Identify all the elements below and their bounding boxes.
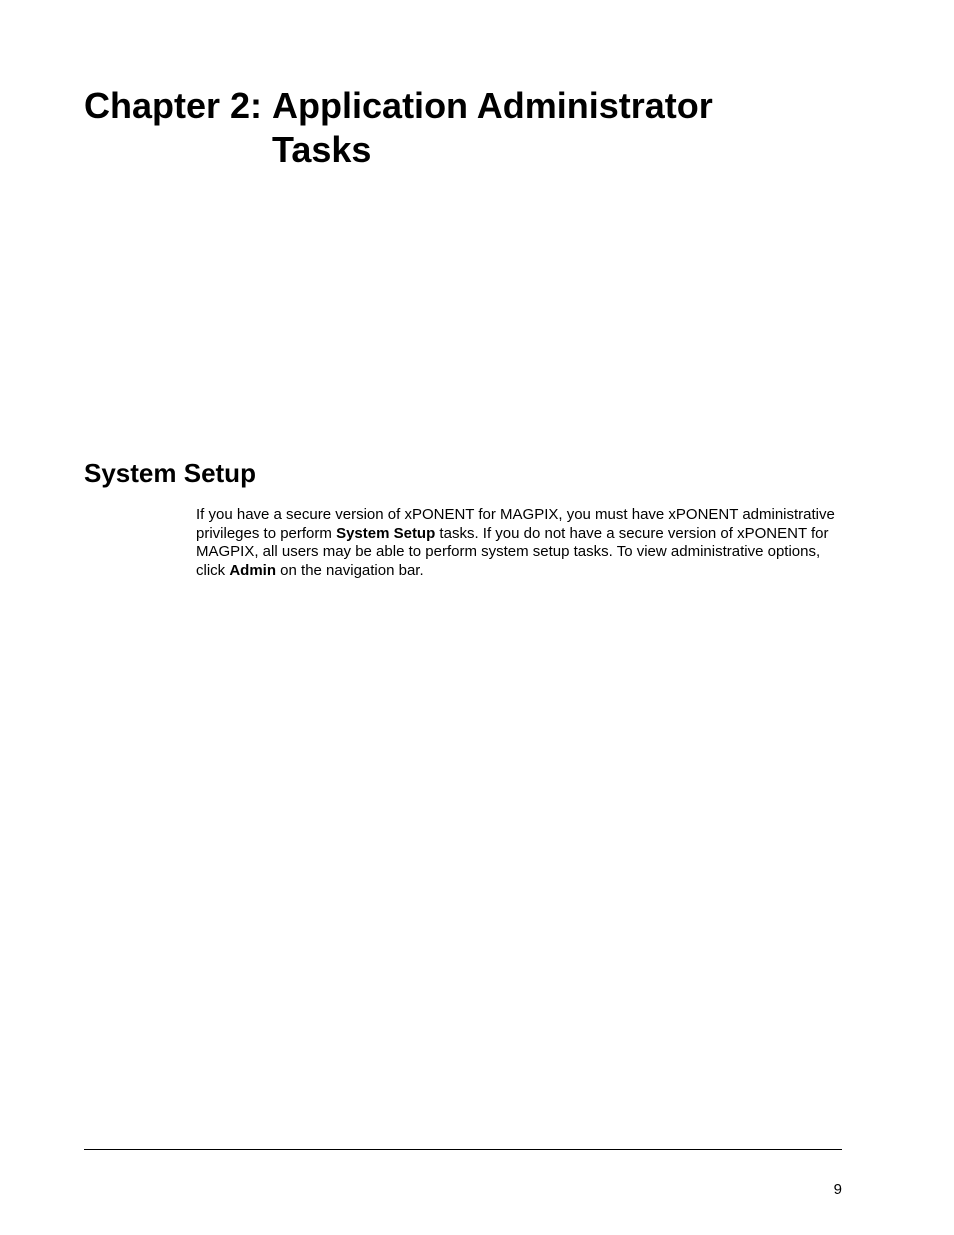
section-heading: System Setup — [84, 458, 256, 488]
system-setup-term: System Setup — [336, 524, 436, 542]
chapter-title — [84, 84, 742, 172]
footer-divider — [84, 1149, 842, 1150]
paragraph-text-1: If you have a secure version of xPONENT for MAGPIX, you must have xPONENT administrative privileges to perform — [196, 506, 835, 542]
chapter-title-text: Application Administrator Tasks — [272, 85, 713, 170]
admin-term: Admin — [229, 561, 277, 579]
chapter-label: Chapter 2: — [84, 85, 273, 126]
page-number: 9 — [833, 1181, 842, 1198]
paragraph-text-3: on the navigation bar. — [276, 561, 424, 579]
body-paragraph — [196, 506, 846, 580]
paragraph-text-2: tasks. If you do not have a secure version of xPONENT for MAGPIX, all users may be able to perform system setup tasks. To view administrative options, click — [196, 524, 829, 579]
